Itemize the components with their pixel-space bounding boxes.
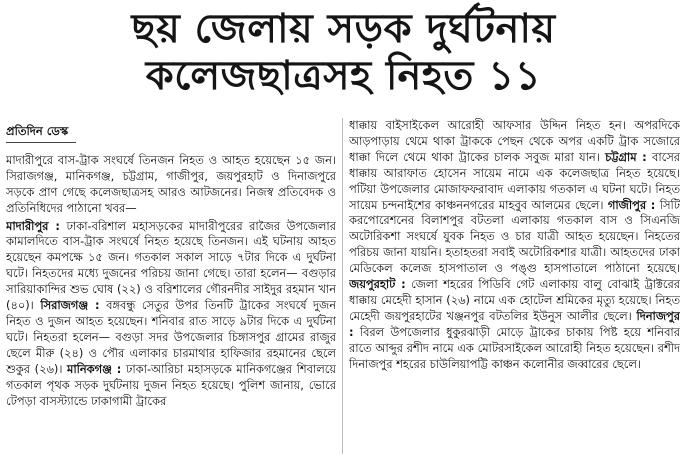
sirajganj-text: বঙ্গবন্ধু সেতুর উপর তিনটি ট্রাকের সংঘর্ষে দুজন নিহত ও দুজন আহত হয়েছেন। শনিবার রাত সাড়ে ৯টার দিকে এ দুর্ঘটনা ঘটে। নিহতরা হলেন— বগুড়া সদর উপজেলার চিঙ্গাসপুর গ্রামের রাজুর ছেলে মীরু (২৪) ও পৌর এলাকার চারমাথার হাফিজার রহমানের ছেলে শুকুর (২৬)। (6, 298, 336, 376)
gazipur-text: সিটি করপোরেশনের বিলাশপুর বটতলা এলাকায় গতকাল বাস ও সিএনজি অটোরিকশা সংঘর্ষে যুবক নিহত ও চার যাত্রী আহত হয়েছেন। নিহতের পরিচয় জানা যায়নি। হতাহতরা সবাই অটোরিকশার যাত্রী। আহতদের ঢাকা মেডিকেল কলেজ হাসপাতাল ও পঙ্গু হাসপাতালে পাঠানো হয়েছে। (349, 197, 680, 276)
madaripur-text: ঢাকা-বরিশাল মহাসড়কের মাদারীপুরের রাজৈর উপজেলার কামালদিতে বাস-ট্রাক সংঘর্ষে নিহত হয়েছে তিনজন। এই ঘটনায় আহত হয়েছেন কমপক্ষে ১৫ জন। গতকাল সকাল সাড়ে ৭টার দিকে এ দুর্ঘটনা ঘটে। নিহতদের মধ্যে দুজনের পরিচয় জানা গেছে। তারা হলেন— বগুড়ার সারিয়াকান্দির শুভ ঘোষ (২২) ও বরিশালের গৌরনদীর সাইদুর রহমান খান (৪০)। (6, 218, 336, 313)
right-column-text (349, 118, 680, 373)
right-column (349, 118, 680, 454)
manikganj-label: মানিকগঞ্জ : (67, 361, 122, 376)
column-divider (342, 118, 343, 454)
gazipur-label: গাজীপুর : (607, 197, 656, 212)
byline-underline (6, 142, 76, 143)
joypurhat-label: জয়পুরহাট : (349, 277, 406, 292)
manikganj-continued-text: ধাক্কায় বাইসাইকেল আরোহী আফসার উদ্দিন নিহত হন। অপরদিকে আড়পাড়ায় থেমে থাকা ট্রাককে পেছন থেকে অপর একটি ট্রাক সজোরে ধাক্কা দিলে থেমে থাকা ট্রাকের চালক সবুজ মারা যান। (349, 118, 680, 164)
dinajpur-text: বিরল উপজেলার ধুকুরঝাড়ী মোড়ে ট্রাকের চাকায় পিষ্ট হয়ে শনিবার রাতে আব্দুর রশীদ নামে এক মোটরসাইকেল আরোহী নিহত হয়েছেন। রশীদ দিনাজপুর শহরের চাউলিয়াপট্টি কাঞ্চন কলোনীর জব্বারের ছেলে। (349, 324, 680, 371)
sirajganj-label: সিরাজগঞ্জ : (40, 298, 100, 313)
madaripur-paragraph (6, 219, 336, 410)
headline-line-1: ছয় জেলায় সড়ক দুর্ঘটনায় (131, 6, 556, 52)
headline (0, 6, 687, 100)
chattogram-label: চট্টগ্রাম : (605, 149, 647, 164)
byline: প্রতিদিন ডেস্ক (6, 124, 69, 138)
left-column (6, 118, 336, 454)
joypurhat-text: জেলা শহরের পিডিবি গেট এলাকায় বালু বোঝাই ট্রাক্টরের ধাক্কায় মেহেদী হাসান (২৬) নামে এক হোটেল শ্রমিকের মৃত্যু হয়েছে। নিহত মেহেদী জয়পুরহাটের খঞ্জনপুর বটতলির ইউনুস আলীর ছেলে। (349, 277, 680, 323)
dinajpur-label: দিনাজপুর : (349, 308, 680, 339)
chattogram-text: বাসের ধাক্কায় আরাফাত হোসেন সায়েম নামে এক কলেজছাত্র নিহত হয়েছে। পটিয়া উপজেলার মোজাফফরাবাদ এলাকায় গতকাল এ ঘটনা ঘটে। নিহত সায়েম চন্দনাইশের কাঞ্চননগরের মাহবুব আলমের ছেলে। (349, 149, 680, 212)
madaripur-label: মাদারীপুর : (6, 218, 60, 233)
intro-paragraph: মাদারীপুরে বাস-ট্রাক সংঘর্ষে তিনজন নিহত ও আহত হয়েছেন ১৫ জন। সিরাজগঞ্জ, মানিকগঞ্জ, চট্টগ্রাম, গাজীপুর, জয়পুরহাট ও দিনাজপুরে সড়কে প্রাণ গেছে কলেজছাত্রসহ আরও আটজনের। নিজস্ব প্রতিবেদক ও প্রতিনিধিদের পাঠানো খবর— (6, 152, 336, 215)
manikganj-text: ঢাকা-আরিচা মহাসড়কে মানিকগঞ্জের শিবালয়ে গতকাল পৃথক সড়ক দুর্ঘটনায় দুজন নিহত হয়েছে। পুলিশ জানায়, ভোরে টেপড়া বাসস্ট্যান্ডে ঢাকাগামী ট্রাকের (6, 361, 336, 408)
headline-line-2: কলেজছাত্রসহ নিহত ১১ (145, 53, 542, 99)
